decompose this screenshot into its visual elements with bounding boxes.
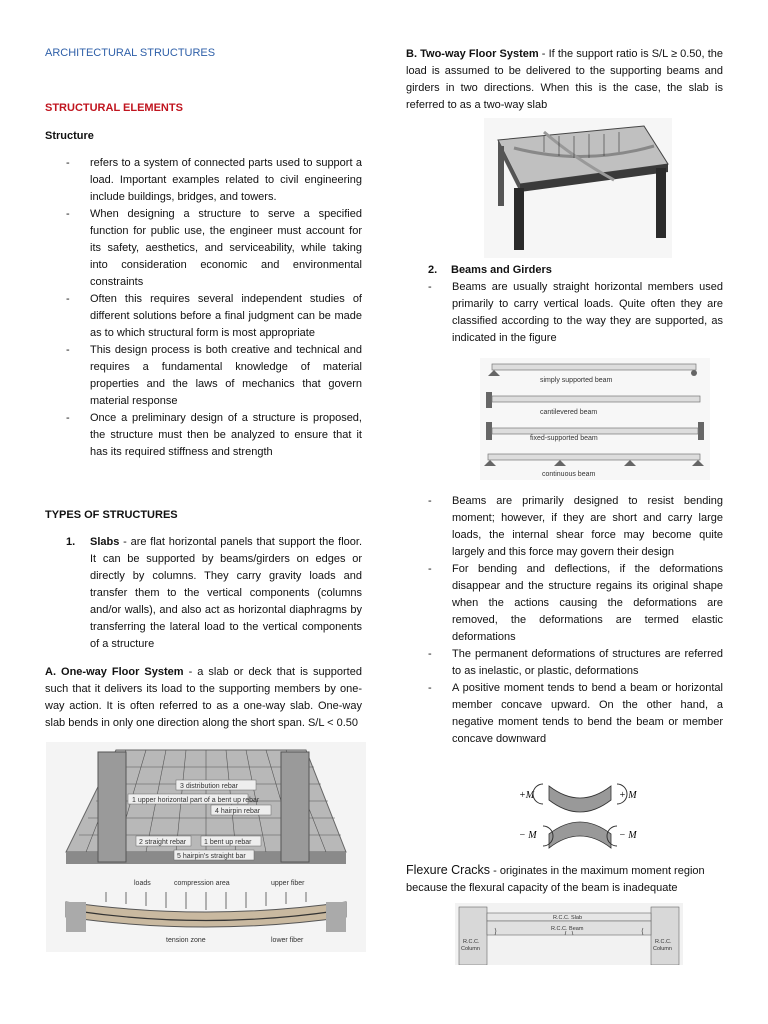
slabs-number: 1.	[66, 536, 76, 548]
flexure-paragraph	[406, 862, 723, 897]
oneway-term: A. One-way Floor System	[45, 666, 184, 678]
beams-bullet: - The permanent deformations of structures are referred to as inelastic, or plastic, deformations	[428, 646, 723, 680]
label-pos-moment-left: +M	[519, 790, 535, 801]
twoway-text: - If the support ratio is S/L ≥ 0.50, the load is assumed to be delivered to the supporting beams and girders in two directions. When this is the case, the slab is referred to as a two-way slab	[406, 48, 723, 111]
beams-bullet: - Beams are primarily designed to resist bending moment; however, if they are short and carry large loads, the internal shear force may become quite largely and this force may govern their design	[428, 493, 723, 561]
twoway-term: B. Two-way Floor System	[406, 48, 539, 60]
flexure-crack-figure	[455, 903, 683, 965]
structure-bullet: - Often this requires several independent studies of different solutions before a final judgment can be made as to which structural form is most appropriate	[66, 291, 362, 342]
label-neg-moment-right: − M	[619, 830, 637, 841]
label-pos-moment-right: + M	[619, 790, 637, 801]
label-left-column-2: Column	[461, 946, 480, 952]
label-hairpin-rebar: 4 hairpin rebar	[215, 808, 261, 815]
label-upper-fiber: upper fiber	[271, 880, 305, 887]
beams-bullet-list-1	[428, 279, 723, 347]
label-rcc-slab: R.C.C. Slab	[553, 915, 583, 921]
label-neg-moment-left: − M	[519, 830, 537, 841]
structure-bullet: - refers to a system of connected parts used to support a load. Important examples related to civil engineering include buildings, bridges, and towers.	[66, 155, 362, 206]
oneway-paragraph	[45, 664, 362, 732]
beams-bullet-list-2	[428, 493, 723, 748]
twoway-slab-figure	[484, 118, 672, 258]
label-simply-supported: simply supported beam	[540, 377, 613, 384]
section-heading: STRUCTURAL ELEMENTS	[45, 102, 183, 114]
twoway-paragraph	[406, 46, 723, 114]
label-lower-fiber: lower fiber	[271, 937, 304, 944]
label-cantilevered: cantilevered beam	[540, 409, 598, 416]
structure-bullet: - When designing a structure to serve a specified function for public use, the engineer must account for its safety, aesthetics, and serviceability, while taking into consideration economic and environmental constraints	[66, 206, 362, 291]
label-distribution-rebar: 3 distribution rebar	[180, 783, 238, 790]
label-fixed-supported: fixed-supported beam	[530, 435, 598, 442]
beam-types-figure	[480, 358, 710, 480]
label-bent-up-rebar: 1 bent up rebar	[204, 839, 252, 846]
slabs-paragraph	[90, 534, 362, 653]
structure-bullet-list	[66, 155, 362, 461]
label-continuous: continuous beam	[542, 471, 596, 478]
structure-heading: Structure	[45, 130, 94, 142]
structure-bullet: - Once a preliminary design of a structure is proposed, the structure must then be analyzed to ensure that it has its required stiffness and strength	[66, 410, 362, 461]
label-tension-zone: tension zone	[166, 937, 206, 944]
label-loads: loads	[134, 880, 151, 887]
label-right-column-2: Column	[653, 946, 672, 952]
beams-bullet: - Beams are usually straight horizontal members used primarily to carry vertical loads. Quite often they are classified according to the way they are supported, as indicated in the figure	[428, 279, 723, 347]
flexure-text: - originates in the maximum moment region because the flexural capacity of the beam is inadequate	[406, 865, 705, 894]
label-hairpin-straight-bar: 5 hairpin's straight bar	[177, 853, 246, 860]
slabs-term: Slabs	[90, 536, 120, 548]
types-heading: TYPES OF STRUCTURES	[45, 509, 178, 521]
beams-bullet: - A positive moment tends to bend a beam or horizontal member concave upward. On the other hand, a negative moment tends to bend the beam or member concave downward	[428, 680, 723, 748]
label-right-column-1: R.C.C.	[655, 939, 672, 945]
flexure-term: Flexure Cracks	[406, 863, 491, 877]
label-straight-rebar: 2 straight rebar	[139, 839, 187, 846]
label-compression-area: compression area	[174, 880, 230, 887]
label-upper-bent-rebar: 1 upper horizontal part of a bent up rebar	[132, 797, 260, 804]
oneway-text: - a slab or deck that is supported such that it delivers its load to the supporting members by one-way action. It is often referred to as a one-way slab. One-way slab bends in only one direction along the short span. S/L < 0.50	[45, 666, 362, 729]
moment-figure	[515, 772, 645, 854]
label-rcc-beam: R.C.C. Beam	[551, 926, 584, 932]
beams-bullet: - For bending and deflections, if the deformations disappear and the structure regains its original shape when the actions causing the deformations are removed, the deformations are termed elastic deformations	[428, 561, 723, 646]
document-title: ARCHITECTURAL STRUCTURES	[45, 47, 216, 59]
oneway-slab-figure	[46, 742, 366, 952]
structure-bullet: - This design process is both creative and technical and requires a fundamental knowledge of material properties and the laws of mechanics that govern material response	[66, 342, 362, 410]
beams-number: 2.	[428, 264, 438, 276]
label-left-column-1: R.C.C.	[463, 939, 480, 945]
slabs-text: - are flat horizontal panels that support the floor. It can be supported by beams/girders on edges or directly by columns. They carry gravity loads and transfer them to the vertical components (columns and/or walls), and also act as horizontal diaphragms by transferring the lateral load to the vertical components of a structure	[90, 536, 362, 650]
beams-heading: Beams and Girders	[451, 264, 552, 276]
